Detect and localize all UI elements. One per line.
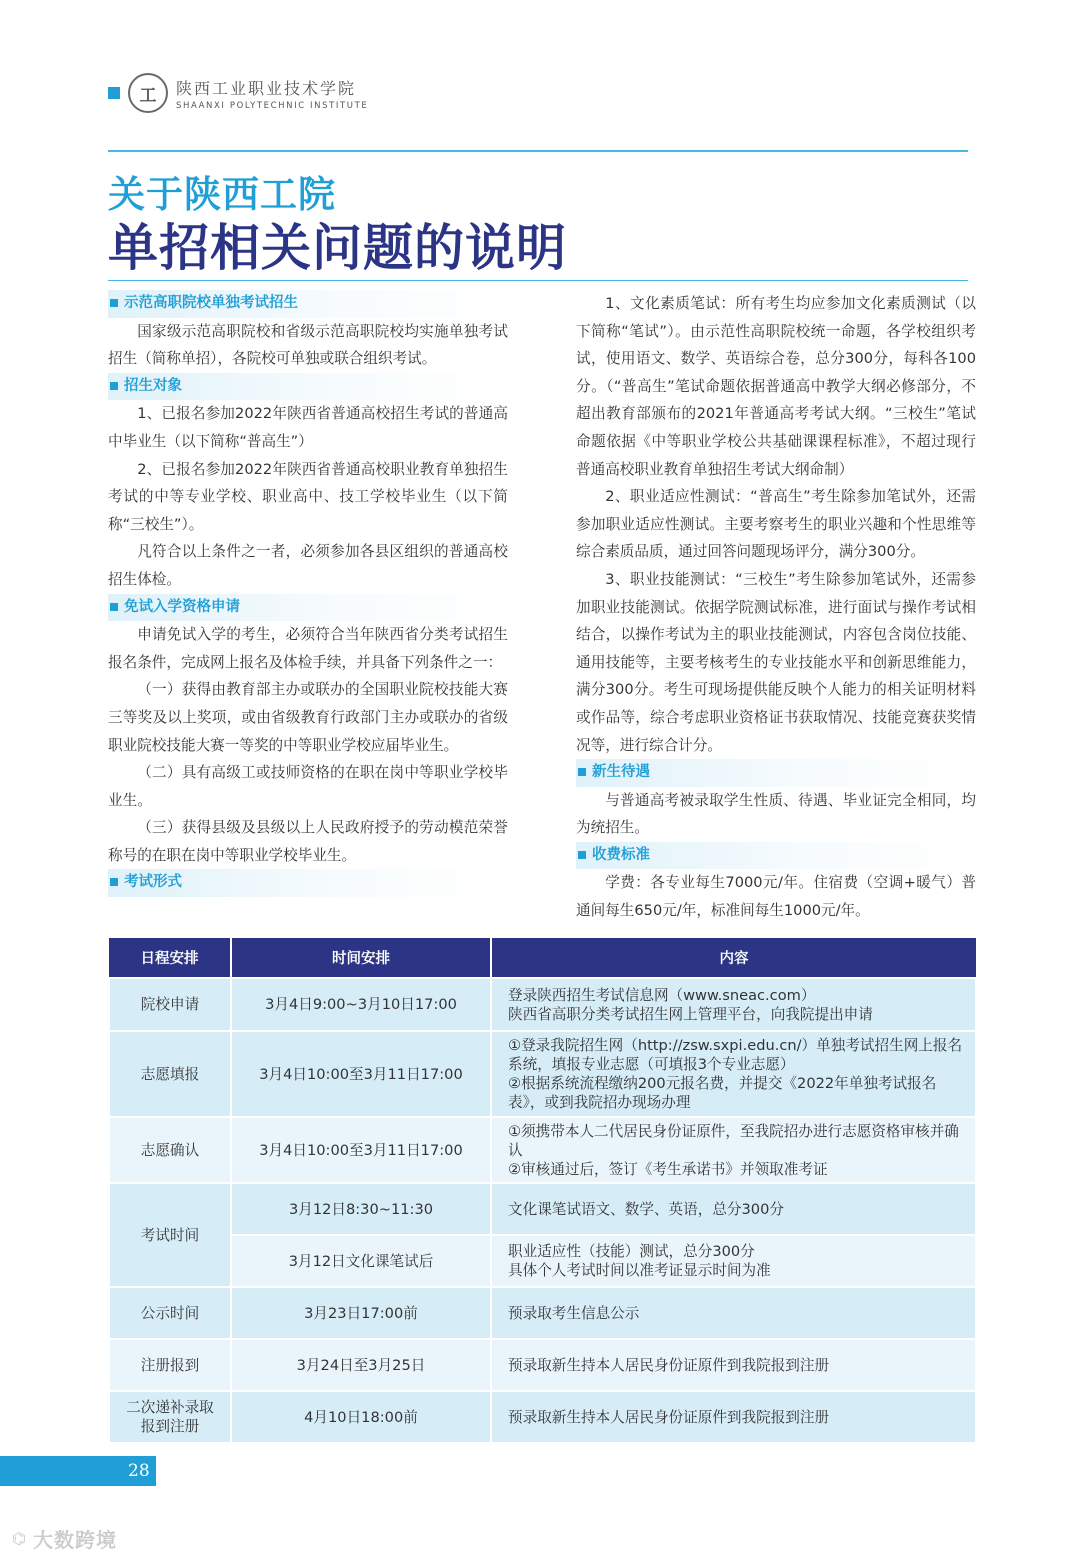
content-cell (491, 1391, 976, 1443)
paragraph: 申请免试入学的考生，必须符合当年陕西省分类考试招生报名条件，完成网上报名及体检手续，并具备下列条件之一： (108, 626, 508, 671)
table-header-row (109, 938, 976, 978)
title-bottom-rule (108, 280, 968, 281)
section-heading: 免试入学资格申请 (108, 594, 508, 622)
paragraph: 3、职业技能测试：“三校生”考生除参加笔试外，还需参加职业技能测试。依据学院测试标准，进行面试与操作考试相结合，以操作考试为主的职业技能测试，内容包含岗位技能、通用技能等，主要考核考生的专业技能水平和创新思维能力，满分300分。考生可现场提供能反映个人能力的相关证明材料或作品等，综合考虑职业资格证书获取情况、技能竞赛获奖情况等，进行综合计分。 (576, 570, 976, 754)
content-cell (491, 978, 976, 1031)
stage-cell: 院校申请 (109, 978, 231, 1031)
content-cell (491, 1287, 976, 1339)
paragraph: 2、职业适应性测试：“普高生”考生除参加笔试外，还需参加职业适应性测试。主要考察考生的职业兴趣和个性思维等综合素质品质，通过回答问题现场评分，满分300分。 (576, 488, 976, 561)
paragraph: 凡符合以上条件之一者，必须参加各县区组织的普通高校招生体检。 (108, 543, 508, 588)
stage-cell: 志愿确认 (109, 1117, 231, 1183)
content-cell (491, 1183, 976, 1235)
content-cell (491, 1117, 976, 1183)
stage-cell: 考试时间 (109, 1183, 231, 1287)
time-cell: 3月4日10:00至3月11日17:00 (231, 1117, 491, 1183)
school-name-en: SHAANXI POLYTECHNIC INSTITUTE (176, 100, 369, 111)
title-line-1: 关于陕西工院 (108, 173, 336, 216)
header-cell: 时间安排 (231, 938, 491, 978)
content-cell (491, 1031, 976, 1117)
page-number: 28 (128, 1461, 150, 1481)
stage-cell: 公示时间 (109, 1287, 231, 1339)
content-line: ②根据系统流程缴纳200元报名费，并提交《2022年单独考试报名表》，或到我院招办现场办理 (508, 1075, 937, 1111)
paragraph: 与普通高考被录取学生性质、待遇、毕业证完全相同，均为统招生。 (576, 791, 976, 837)
title-line-2: 单招相关问题的说明 (108, 219, 567, 277)
paragraph: （二）具有高级工或技师资格的在职在岗中等职业学校毕业生。 (108, 764, 508, 809)
time-cell: 3月24日至3月25日 (231, 1339, 491, 1391)
time-cell: 3月12日文化课笔试后 (231, 1235, 491, 1287)
stage-cell: 志愿填报 (109, 1031, 231, 1117)
table-row (109, 978, 976, 1031)
section-heading: 新生待遇 (576, 759, 976, 787)
schedule-table (108, 938, 977, 1444)
table-row (109, 1287, 976, 1339)
section-heading: 收费标准 (576, 842, 976, 870)
content-line: 登录陕西招生考试信息网（www.sneac.com） (508, 986, 816, 1004)
table-row (109, 1031, 976, 1117)
section-heading: 招生对象 (108, 373, 508, 401)
content-line: 预录取新生持本人居民身份证原件到我院报到注册 (508, 1356, 830, 1374)
time-cell: 3月23日17:00前 (231, 1287, 491, 1339)
content-cell (491, 1339, 976, 1391)
school-logo-icon (128, 73, 168, 113)
table-row (109, 1339, 976, 1391)
watermark (12, 1524, 117, 1553)
content-line: 文化课笔试语文、数学、英语，总分300分 (508, 1200, 784, 1218)
paragraph: 学费：各专业每生7000元/年。住宿费（空调+暖气）普通间每生650元/年，标准间每生1000元/年。 (576, 874, 976, 920)
content-line: ①登录我院招生网（http://zsw.sxpi.edu.cn/）单独考试招生网上报名系统，填报专业志愿（可填报3个专业志愿） (508, 1037, 963, 1073)
time-cell: 4月10日18:00前 (231, 1391, 491, 1443)
paragraph: 国家级示范高职院校和省级示范高职院校均实施单独考试招生（简称单招），各院校可单独或联合组织考试。 (108, 322, 508, 368)
title-top-rule (108, 150, 968, 152)
left-column (108, 290, 508, 897)
stage-cell: 注册报到 (109, 1339, 231, 1391)
paragraph: 2、已报名参加2022年陕西省普通高校职业教育单独招生考试的中等专业学校、职业高中、技工学校毕业生（以下简称“三校生”）。 (108, 460, 508, 533)
paragraph: 1、文化素质笔试：所有考生均应参加文化素质测试（以下简称“笔试”）。由示范性高职院校统一命题，各学校组织考试，使用语文、数学、英语综合卷，总分300分，每科各100分。（“普高生”笔试命题依据普通高中教学大纲必修部分，不超出教育部颁布的2021年普通高考考试大纲。“三校生”笔试命题依据《中等职业学校公共基础课课程标准》，不超过现行普通高校职业教育单独招生考试大纲命制） (576, 295, 976, 478)
content-line: 具体个人考试时间以准考证显示时间为准 (508, 1262, 771, 1279)
paragraph: （一）获得由教育部主办或联办的全国职业院校技能大赛三等奖及以上奖项，或由省级教育行政部门主办或联办的省级职业院校技能大赛一等奖的中等职业学校应届毕业生。 (108, 681, 508, 754)
right-column (576, 290, 976, 925)
school-names (176, 76, 368, 111)
table-row (109, 1183, 976, 1235)
time-cell: 3月12日8:30~11:30 (231, 1183, 491, 1235)
table-row (109, 1117, 976, 1183)
time-cell: 3月4日9:00~3月10日17:00 (231, 978, 491, 1031)
watermark-icon: ⌬ (12, 1529, 27, 1548)
table-row (109, 1235, 976, 1287)
time-cell: 3月4日10:00至3月11日17:00 (231, 1031, 491, 1117)
stage-text: 二次递补录取报到注册 (126, 1399, 214, 1435)
logo-glyph: 工 (139, 85, 157, 106)
school-name-cn: 陕西工业职业技术学院 (176, 78, 357, 98)
content-line: ②审核通过后，签订《考生承诺书》并领取准考证 (508, 1160, 828, 1178)
watermark-text: 大数跨境 (32, 1528, 117, 1552)
paragraph: 1、已报名参加2022年陕西省普通高校招生考试的普通高中毕业生（以下简称“普高生”） (108, 405, 508, 450)
section-heading: 示范高职院校单独考试招生 (108, 290, 508, 318)
header-cell: 日程安排 (109, 938, 231, 978)
content-line: 预录取考生信息公示 (508, 1304, 640, 1322)
content-line: 陕西省高职分类考试招生网上管理平台，向我院提出申请 (508, 1005, 873, 1023)
paragraph: （三）获得县级及县级以上人民政府授予的劳动模范荣誉称号的在职在岗中等职业学校毕业生。 (108, 819, 508, 864)
header-square-icon (108, 87, 120, 99)
header-cell: 内容 (491, 938, 976, 978)
content-cell (491, 1235, 976, 1287)
stage-cell (109, 1391, 231, 1443)
section-heading: 考试形式 (108, 869, 508, 897)
content-line: 预录取新生持本人居民身份证原件到我院报到注册 (508, 1408, 830, 1426)
table-row (109, 1391, 976, 1443)
content-line: 职业适应性（技能）测试，总分300分 (508, 1243, 755, 1260)
content-line: ①须携带本人二代居民身份证原件，至我院招办进行志愿资格审核并确认 (508, 1122, 959, 1159)
page-header (108, 70, 368, 116)
